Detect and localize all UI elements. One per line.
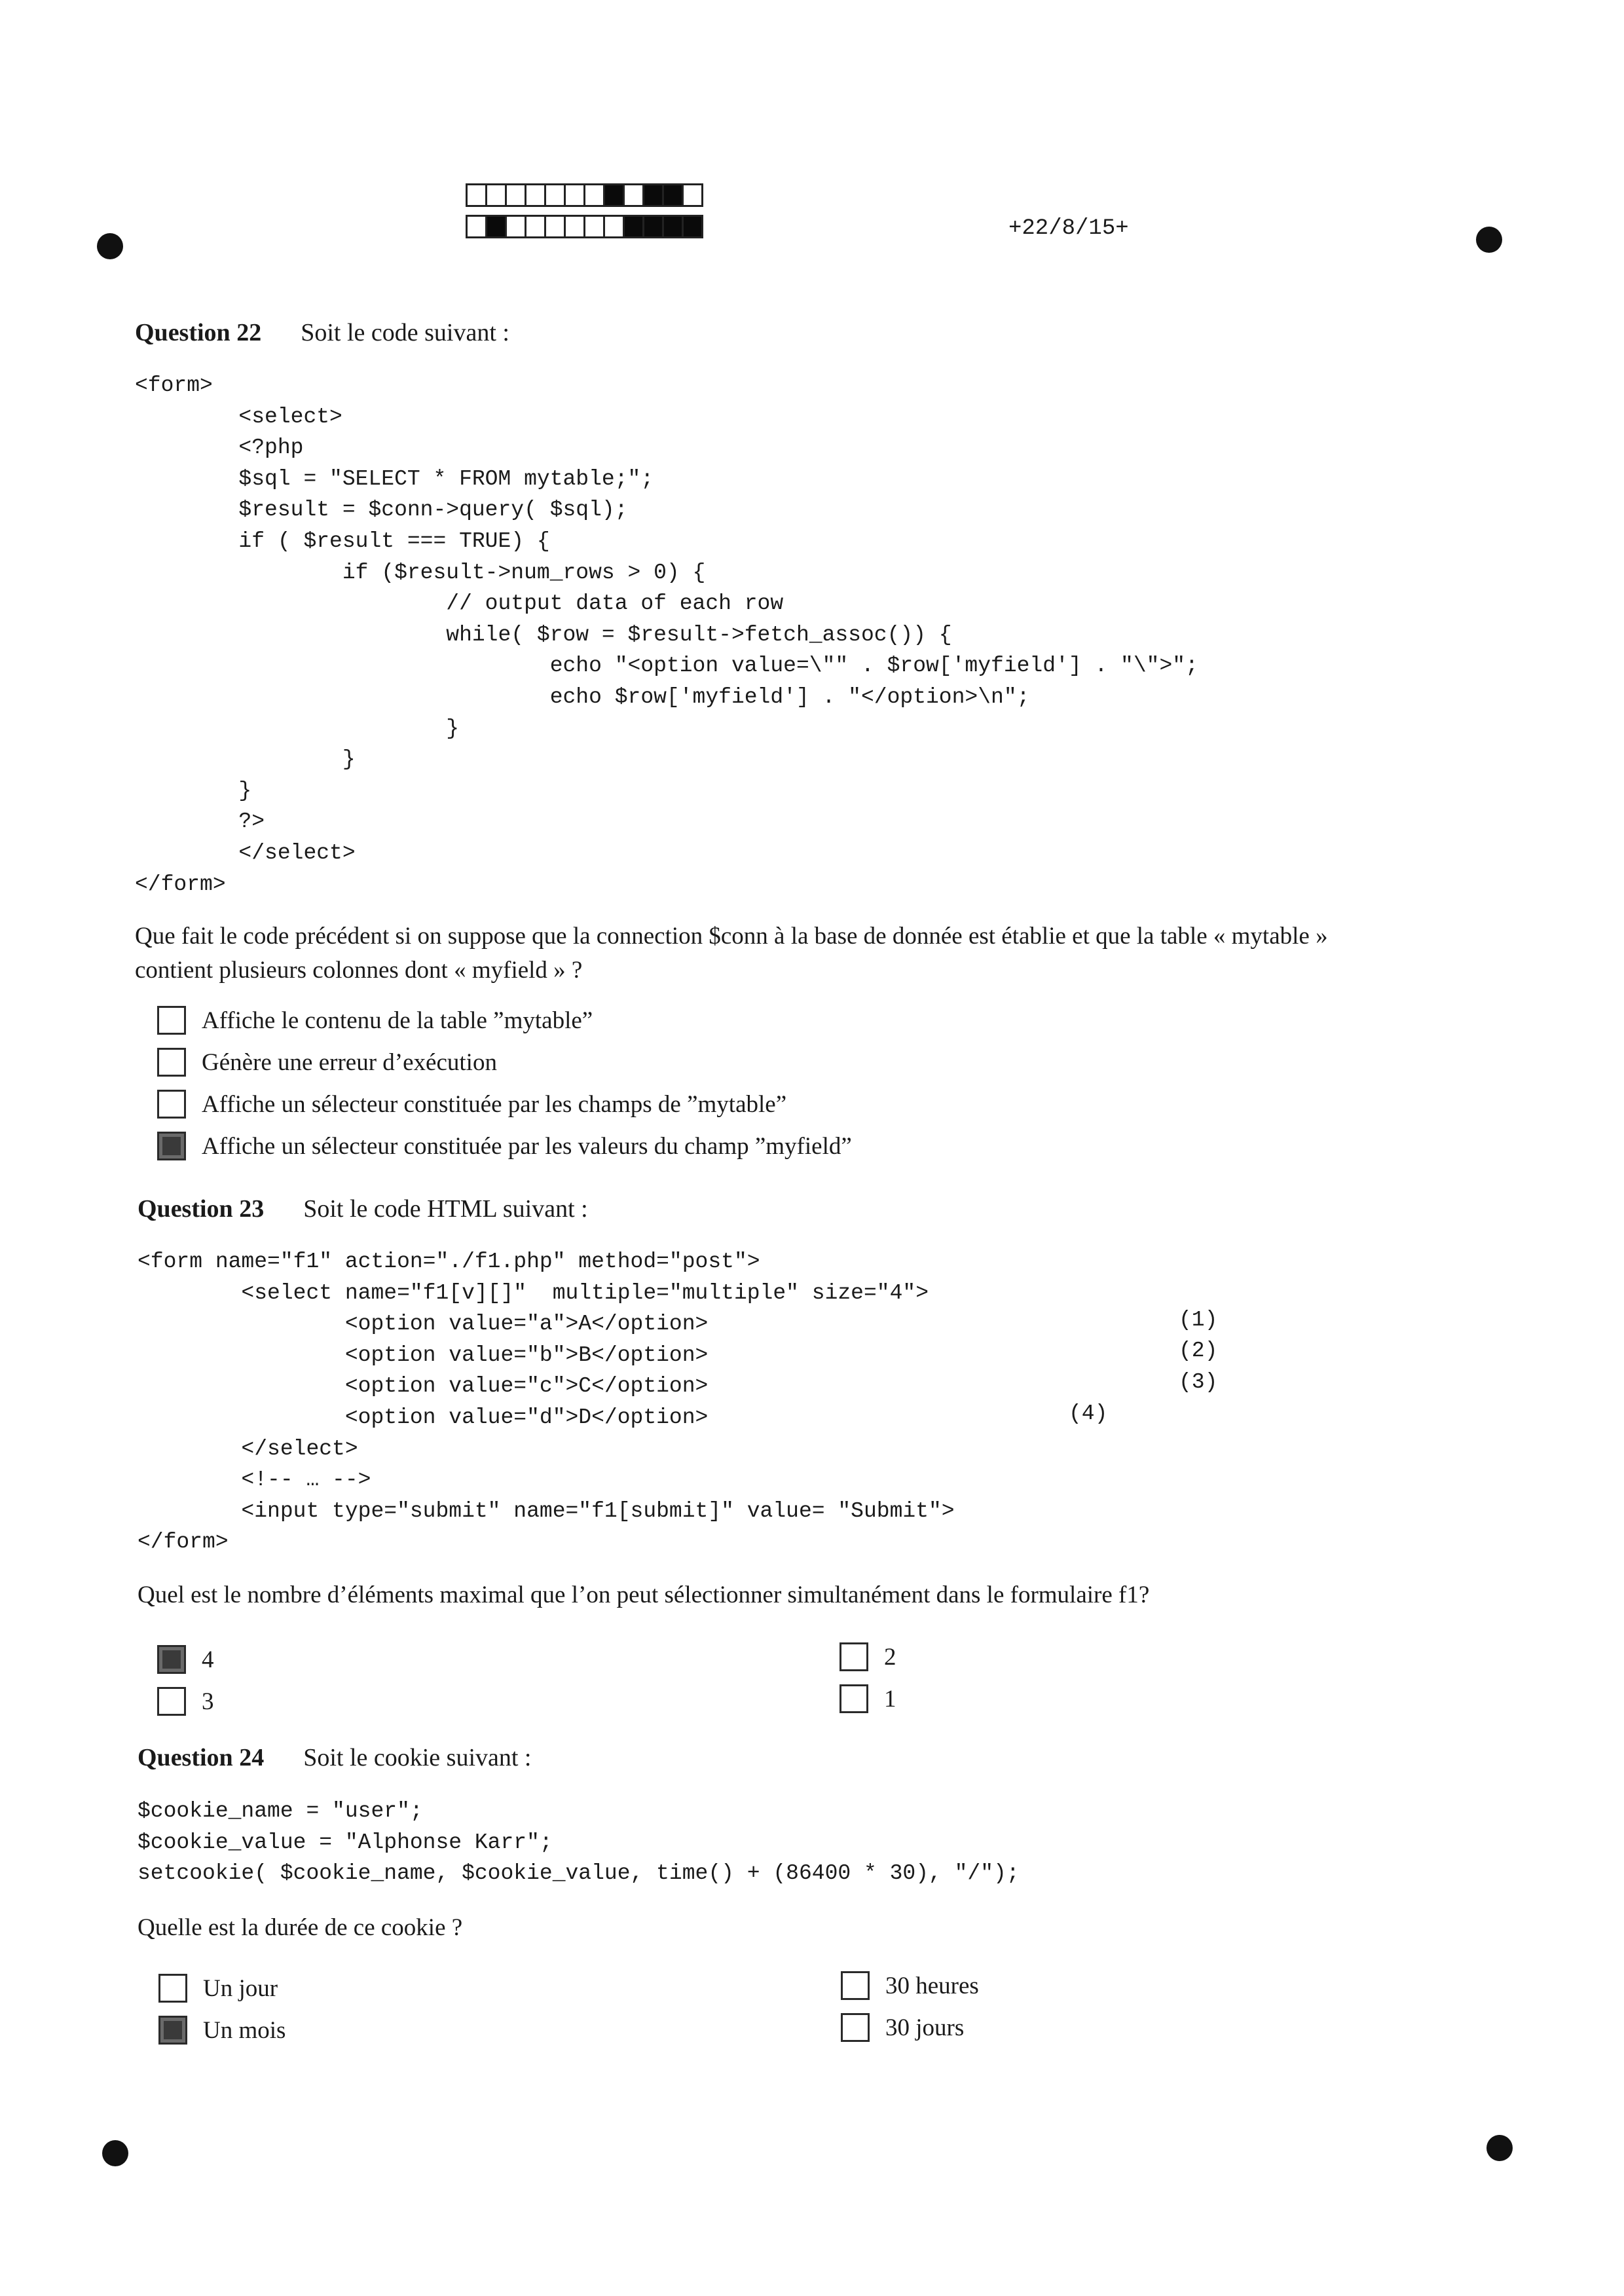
checkbox[interactable] bbox=[157, 1048, 186, 1077]
id-grid-cell-filled bbox=[623, 215, 644, 238]
q22-option-2[interactable] bbox=[157, 1048, 497, 1077]
question-22-text-line-1: Que fait le code précédent si on suppose que la connection $conn à la base de donnée est établie et que la table « mytable » bbox=[135, 923, 1328, 950]
question-23-text: Quel est le nombre d’éléments maximal que l’on peut sélectionner simultanément dans le formulaire f1? bbox=[138, 1582, 1150, 1608]
question-number: Question 23 bbox=[138, 1195, 265, 1223]
question-24-heading bbox=[138, 1743, 532, 1772]
q23-option-2[interactable] bbox=[840, 1642, 896, 1671]
registration-dot-bottom-left bbox=[102, 2140, 128, 2166]
id-grid-cell-filled bbox=[603, 183, 625, 207]
id-grid-cell-empty bbox=[485, 183, 507, 207]
id-grid-cell-filled bbox=[485, 215, 507, 238]
option-label: 2 bbox=[884, 1643, 896, 1671]
option-label: Affiche un sélecteur constituée par les champs de ”mytable” bbox=[202, 1090, 787, 1118]
option-label: Affiche le contenu de la table ”mytable” bbox=[202, 1007, 593, 1034]
checkbox-checked[interactable] bbox=[158, 2016, 187, 2045]
question-number: Question 24 bbox=[138, 1744, 265, 1771]
checkbox[interactable] bbox=[841, 1971, 870, 2000]
id-grid-cell-filled bbox=[642, 183, 664, 207]
checkbox[interactable] bbox=[840, 1684, 868, 1713]
id-grid-cell-empty bbox=[544, 183, 566, 207]
id-grid-cell-empty bbox=[544, 215, 566, 238]
id-grid-cell-empty bbox=[505, 183, 526, 207]
q24-option-30-heures[interactable] bbox=[841, 1971, 979, 2000]
id-grid-cell-filled bbox=[662, 215, 684, 238]
id-grid-cell-empty bbox=[525, 215, 546, 238]
option-marker-1: (1) bbox=[1179, 1308, 1218, 1332]
option-label: Un jour bbox=[203, 1974, 278, 2002]
q22-option-1[interactable] bbox=[157, 1006, 593, 1035]
id-grid-cell-filled bbox=[682, 215, 703, 238]
checkbox[interactable] bbox=[157, 1090, 186, 1119]
registration-dot-bottom-right bbox=[1486, 2135, 1513, 2161]
id-grid-cell-empty bbox=[583, 215, 605, 238]
id-grid-cell-filled bbox=[642, 215, 664, 238]
q24-option-un-jour[interactable] bbox=[158, 1974, 278, 2003]
option-marker-4: (4) bbox=[1069, 1401, 1108, 1426]
id-grid-cell-empty bbox=[603, 215, 625, 238]
checkbox[interactable] bbox=[157, 1687, 186, 1716]
q23-option-4[interactable] bbox=[157, 1645, 214, 1674]
option-label: 30 jours bbox=[885, 2014, 965, 2041]
checkbox[interactable] bbox=[841, 2013, 870, 2042]
q23-option-1[interactable] bbox=[840, 1684, 896, 1713]
option-label: Un mois bbox=[203, 2016, 286, 2044]
question-23-code: <form name="f1" action="./f1.php" method="post"> <select name="f1[v][]" multiple="multiple" size="4"> <option value="a">A</option> <option value="b">B</option> <option value="c">C</option> <option value="d">D</option> </select> <!-- … --> <input type="submit" name="f1[submit]" value= "Submit"> </form> bbox=[138, 1250, 955, 1555]
id-grid-row-1 bbox=[466, 183, 701, 207]
question-23-heading bbox=[138, 1194, 588, 1223]
id-grid-cell-filled bbox=[662, 183, 684, 207]
id-grid-cell-empty bbox=[564, 215, 585, 238]
id-grid-cell-empty bbox=[583, 183, 605, 207]
id-grid-cell-empty bbox=[623, 183, 644, 207]
option-label: Génère une erreur d’exécution bbox=[202, 1048, 497, 1076]
option-label: Affiche un sélecteur constituée par les valeurs du champ ”myfield” bbox=[202, 1132, 852, 1160]
id-grid-cell-empty bbox=[525, 183, 546, 207]
registration-dot-top-left bbox=[97, 233, 123, 259]
question-24-code: $cookie_name = "user"; $cookie_value = "Alphonse Karr"; setcookie( $cookie_name, $cookie_value, time() + (86400 * 30), "/"); bbox=[138, 1799, 1020, 1886]
checkbox[interactable] bbox=[157, 1006, 186, 1035]
checkbox[interactable] bbox=[840, 1642, 868, 1671]
q22-option-4[interactable] bbox=[157, 1132, 852, 1160]
registration-dot-top-right bbox=[1476, 227, 1502, 253]
id-grid-cell-empty bbox=[505, 215, 526, 238]
question-intro: Soit le cookie suivant : bbox=[303, 1744, 532, 1771]
q24-option-30-jours[interactable] bbox=[841, 2013, 964, 2042]
id-grid-cell-empty bbox=[466, 215, 487, 238]
question-22-code: <form> <select> <?php $sql = "SELECT * FROM mytable;"; $result = $conn->query( $sql); if ( $result === TRUE) { if ($result->num_rows > 0) { // output data of each row while( $row = $result->fetch_assoc()) { echo "<option value=\"" . $row['myfield'] . "\">"; echo $row['myfield'] . "</option>\n"; } } } ?> </select> </form> bbox=[135, 373, 1198, 897]
question-intro: Soit le code HTML suivant : bbox=[303, 1195, 588, 1223]
id-grid-row-2 bbox=[466, 215, 701, 238]
question-22-text-line-2: contient plusieurs colonnes dont « myfield » ? bbox=[135, 957, 583, 984]
checkbox-checked[interactable] bbox=[157, 1132, 186, 1160]
q23-option-3[interactable] bbox=[157, 1687, 214, 1716]
option-marker-3: (3) bbox=[1179, 1370, 1218, 1394]
question-intro: Soit le code suivant : bbox=[301, 319, 509, 346]
id-grid-cell-empty bbox=[564, 183, 585, 207]
id-grid-cell-empty bbox=[466, 183, 487, 207]
checkbox[interactable] bbox=[158, 1974, 187, 2003]
checkbox-checked[interactable] bbox=[157, 1645, 186, 1674]
id-grid-cell-empty bbox=[682, 183, 703, 207]
option-label: 3 bbox=[202, 1688, 214, 1715]
q24-option-un-mois[interactable] bbox=[158, 2016, 286, 2045]
page-code: +22/8/15+ bbox=[1008, 216, 1129, 241]
option-label: 4 bbox=[202, 1646, 214, 1673]
question-number: Question 22 bbox=[135, 319, 262, 346]
option-label: 1 bbox=[884, 1685, 896, 1713]
question-24-text: Quelle est la durée de ce cookie ? bbox=[138, 1914, 463, 1941]
q22-option-3[interactable] bbox=[157, 1090, 786, 1119]
option-marker-2: (2) bbox=[1179, 1339, 1218, 1363]
option-label: 30 heures bbox=[885, 1972, 979, 1999]
question-22-heading bbox=[135, 318, 509, 347]
